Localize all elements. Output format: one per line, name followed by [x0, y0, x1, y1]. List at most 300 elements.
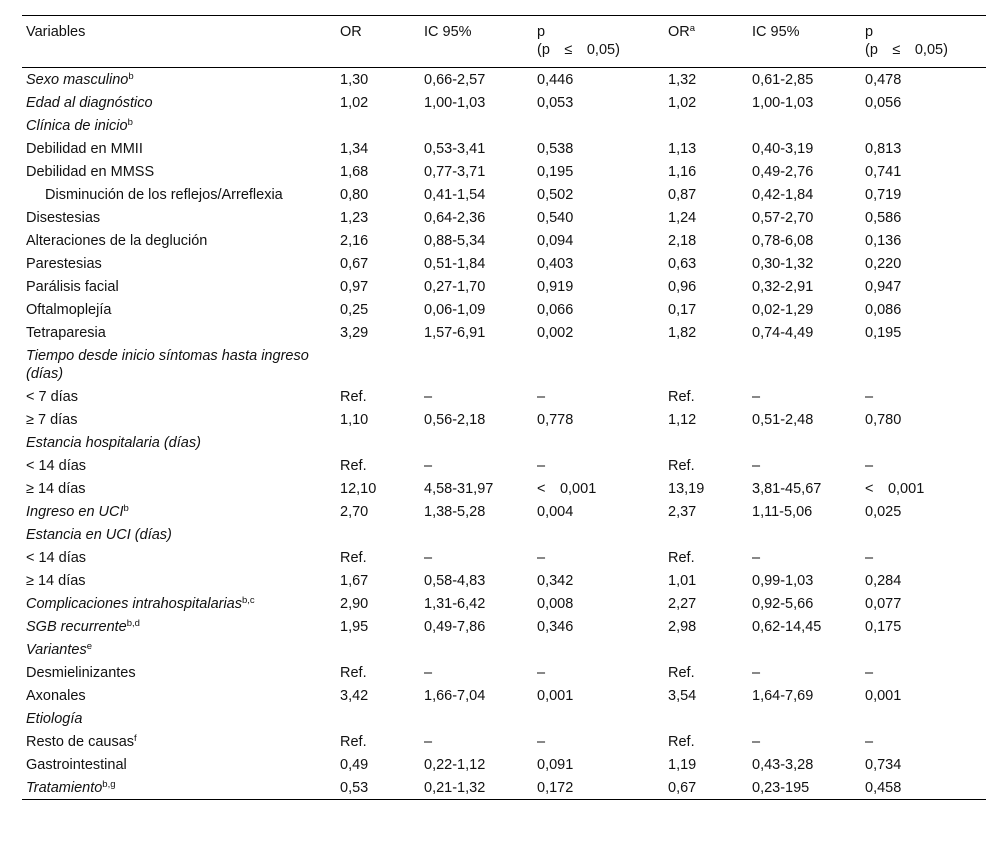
table-header-row	[22, 16, 986, 68]
table-row	[22, 707, 986, 730]
cell-p2: 0,734	[865, 756, 902, 773]
table-row	[22, 321, 986, 344]
cell-ora: 0,87	[668, 186, 697, 203]
footnote-marker: b	[127, 116, 133, 128]
cell-p: 0,778	[537, 411, 574, 428]
cell-ic: 0,66-2,57	[424, 71, 486, 88]
cell-ic	[420, 707, 533, 730]
variable-cell	[22, 385, 336, 408]
cell-ic: 0,41-1,54	[424, 186, 486, 203]
cell-p2: 0,813	[865, 140, 902, 157]
variable-cell	[22, 229, 336, 252]
variable-cell	[22, 500, 336, 523]
header-variables: Variables	[26, 24, 86, 40]
variable-cell	[22, 730, 336, 753]
cell-ora: Ref.	[668, 457, 695, 474]
cell-p: 0,001	[537, 687, 574, 704]
cell-ic2: 0,23-195	[752, 779, 810, 796]
footnote-marker: b	[123, 502, 129, 514]
cell-ic2: –	[752, 457, 761, 474]
variable-label: Debilidad en MMII	[26, 140, 143, 157]
cell-or: Ref.	[340, 457, 367, 474]
cell-ic: 0,77-3,71	[424, 163, 486, 180]
variable-cell	[22, 477, 336, 500]
table-row	[22, 229, 986, 252]
cell-ic2	[748, 523, 861, 546]
cell-or: 0,80	[340, 186, 369, 203]
header-p-adjusted-label: p	[865, 24, 874, 40]
cell-p: –	[537, 388, 546, 405]
header-or-adjusted-sup: a	[689, 23, 696, 34]
variable-label: ≥ 7 días	[26, 411, 78, 428]
header-p	[533, 16, 664, 68]
cell-ora	[664, 344, 748, 385]
cell-p	[533, 114, 664, 137]
cell-ic2: 1,00-1,03	[752, 94, 814, 111]
variable-label: Alteraciones de la deglución	[26, 232, 208, 249]
cell-or	[336, 523, 420, 546]
cell-p	[533, 523, 664, 546]
variable-cell	[22, 408, 336, 431]
cell-p: 0,172	[537, 779, 574, 796]
cell-p: –	[537, 664, 546, 681]
variable-label: ≥ 14 días	[26, 572, 86, 589]
cell-ic2	[748, 638, 861, 661]
variable-label: < 7 días	[26, 388, 78, 405]
variable-label: SGB recurrente	[26, 618, 127, 635]
variable-label: Parálisis facial	[26, 278, 119, 295]
variable-cell	[22, 454, 336, 477]
cell-p2: 0,586	[865, 209, 902, 226]
table-row	[22, 684, 986, 707]
table-row	[22, 638, 986, 661]
cell-p2: –	[865, 388, 874, 405]
cell-p: 0,066	[537, 301, 574, 318]
variable-label: Tratamiento	[26, 779, 103, 796]
cell-ic: –	[424, 733, 433, 750]
cell-or: Ref.	[340, 388, 367, 405]
variable-label: Clínica de inicio	[26, 117, 128, 134]
cell-p: 0,540	[537, 209, 574, 226]
cell-or: 3,42	[340, 687, 369, 704]
cell-ic: 1,57-6,91	[424, 324, 486, 341]
table-row	[22, 500, 986, 523]
variable-cell	[22, 344, 336, 385]
cell-ic: 0,64-2,36	[424, 209, 486, 226]
table-row	[22, 546, 986, 569]
cell-ic2: 0,57-2,70	[752, 209, 814, 226]
variable-cell	[22, 252, 336, 275]
cell-ic2: 0,49-2,76	[752, 163, 814, 180]
cell-ora: 1,12	[668, 411, 697, 428]
header-ic: IC 95%	[424, 24, 472, 40]
cell-ic: 0,21-1,32	[424, 779, 486, 796]
cell-or: 1,23	[340, 209, 369, 226]
cell-p2	[861, 114, 986, 137]
variable-cell	[22, 615, 336, 638]
cell-ic: 1,66-7,04	[424, 687, 486, 704]
cell-ora: 1,01	[668, 572, 697, 589]
cell-p2: 0,478	[865, 71, 902, 88]
cell-ic2: 1,64-7,69	[752, 687, 814, 704]
cell-ora: 1,02	[668, 94, 697, 111]
cell-ic: –	[424, 388, 433, 405]
cell-or	[336, 114, 420, 137]
cell-ic: 0,58-4,83	[424, 572, 486, 589]
variable-cell	[22, 321, 336, 344]
cell-ic2: 0,40-3,19	[752, 140, 814, 157]
cell-p: 0,403	[537, 255, 574, 272]
variable-cell	[22, 137, 336, 160]
table-row	[22, 206, 986, 229]
cell-ic2: 0,30-1,32	[752, 255, 814, 272]
cell-p: 0,446	[537, 71, 574, 88]
cell-p: 0,008	[537, 595, 574, 612]
cell-ora	[664, 523, 748, 546]
table-row	[22, 431, 986, 454]
cell-ora: Ref.	[668, 388, 695, 405]
cell-or: 0,67	[340, 255, 369, 272]
cell-ic2: –	[752, 664, 761, 681]
variable-label: ≥ 14 días	[26, 480, 86, 497]
variable-cell	[22, 183, 336, 206]
cell-or	[336, 431, 420, 454]
variable-cell	[22, 546, 336, 569]
table-row	[22, 344, 986, 385]
cell-ic2	[748, 114, 861, 137]
cell-p2: < 0,001	[865, 480, 925, 497]
cell-ic: 1,38-5,28	[424, 503, 486, 520]
cell-p	[533, 638, 664, 661]
cell-p2: 0,056	[865, 94, 902, 111]
cell-ic	[420, 431, 533, 454]
cell-ora	[664, 114, 748, 137]
table-row	[22, 252, 986, 275]
variable-label: Estancia en UCI (días)	[26, 526, 172, 543]
cell-or: 2,70	[340, 503, 369, 520]
cell-p2: 0,780	[865, 411, 902, 428]
variable-label: Disestesias	[26, 209, 101, 226]
table-row	[22, 661, 986, 684]
cell-or: 1,67	[340, 572, 369, 589]
variable-cell	[22, 661, 336, 684]
cell-p: –	[537, 457, 546, 474]
cell-p2: –	[865, 457, 874, 474]
cell-ora: 3,54	[668, 687, 697, 704]
cell-ic: 0,88-5,34	[424, 232, 486, 249]
cell-or: 1,34	[340, 140, 369, 157]
variable-cell	[22, 776, 336, 800]
cell-ora: Ref.	[668, 733, 695, 750]
cell-p2	[861, 523, 986, 546]
cell-p2: 0,195	[865, 324, 902, 341]
cell-ic2: 1,11-5,06	[752, 503, 813, 520]
table-row	[22, 753, 986, 776]
table-row	[22, 298, 986, 321]
header-p-adjusted	[861, 16, 986, 68]
cell-ic2: –	[752, 733, 761, 750]
cell-p: < 0,001	[537, 480, 597, 497]
cell-p2: 0,284	[865, 572, 902, 589]
cell-ora: 0,96	[668, 278, 697, 295]
cell-ic2: 0,78-6,08	[752, 232, 814, 249]
cell-p	[533, 344, 664, 385]
variable-cell	[22, 206, 336, 229]
cell-ora: 1,16	[668, 163, 697, 180]
cell-ic: –	[424, 549, 433, 566]
cell-or	[336, 344, 420, 385]
cell-p: 0,502	[537, 186, 574, 203]
table-row	[22, 477, 986, 500]
cell-ora: 2,98	[668, 618, 697, 635]
table-row	[22, 592, 986, 615]
variable-label: Tiempo desde inicio síntomas hasta ingreso (días)	[26, 347, 309, 382]
cell-ic2	[748, 344, 861, 385]
cell-p2: 0,220	[865, 255, 902, 272]
cell-ic2: –	[752, 388, 761, 405]
variable-cell	[22, 569, 336, 592]
cell-or: 1,02	[340, 94, 369, 111]
cell-ic	[420, 344, 533, 385]
cell-ora	[664, 707, 748, 730]
table-row	[22, 385, 986, 408]
cell-p2: 0,001	[865, 687, 902, 704]
cell-ic2: 0,02-1,29	[752, 301, 814, 318]
cell-or: Ref.	[340, 664, 367, 681]
variable-label: Axonales	[26, 687, 86, 704]
cell-ora	[664, 431, 748, 454]
cell-ic2: –	[752, 549, 761, 566]
cell-p2: 0,741	[865, 163, 902, 180]
table-row	[22, 160, 986, 183]
cell-or: 2,90	[340, 595, 369, 612]
cell-p2: 0,086	[865, 301, 902, 318]
footnote-marker: b,d	[126, 617, 140, 629]
cell-p2	[861, 344, 986, 385]
table-row	[22, 91, 986, 114]
header-or-adjusted	[664, 16, 748, 68]
table-row	[22, 114, 986, 137]
cell-ic: 1,31-6,42	[424, 595, 486, 612]
table-row	[22, 275, 986, 298]
table-row	[22, 776, 986, 800]
table-row	[22, 68, 986, 92]
header-p-label: p	[537, 24, 546, 40]
cell-ic2: 0,61-2,85	[752, 71, 814, 88]
cell-or: 2,16	[340, 232, 369, 249]
variable-label: Estancia hospitalaria (días)	[26, 434, 201, 451]
cell-or: Ref.	[340, 549, 367, 566]
variable-label: Resto de causas	[26, 733, 135, 750]
cell-ic	[420, 638, 533, 661]
cell-p: 0,004	[537, 503, 574, 520]
cell-ic	[420, 523, 533, 546]
cell-ora: 2,27	[668, 595, 697, 612]
cell-ora: 1,19	[668, 756, 697, 773]
cell-ic2	[748, 431, 861, 454]
cell-or: 1,30	[340, 71, 369, 88]
variable-label: Parestesias	[26, 255, 102, 272]
cell-or	[336, 707, 420, 730]
cell-ic: 0,22-1,12	[424, 756, 486, 773]
cell-or	[336, 638, 420, 661]
table-row	[22, 569, 986, 592]
cell-ic2: 0,92-5,66	[752, 595, 814, 612]
variable-label: < 14 días	[26, 457, 87, 474]
variable-label: Oftalmoplejía	[26, 301, 112, 318]
cell-ic: 0,56-2,18	[424, 411, 486, 428]
cell-ic2: 3,81-45,67	[752, 480, 822, 497]
variable-label: Ingreso en UCI	[26, 503, 124, 520]
table-body	[22, 68, 986, 800]
cell-p2: 0,175	[865, 618, 902, 635]
table-row	[22, 730, 986, 753]
cell-p2: 0,025	[865, 503, 902, 520]
table-row	[22, 183, 986, 206]
cell-or: 1,68	[340, 163, 369, 180]
cell-or: 0,25	[340, 301, 369, 318]
footnote-marker: b	[128, 70, 134, 82]
cell-ora: 2,18	[668, 232, 697, 249]
table-row	[22, 137, 986, 160]
variable-cell	[22, 275, 336, 298]
variable-label: Edad al diagnóstico	[26, 94, 153, 111]
cell-p: –	[537, 549, 546, 566]
cell-p2: 0,077	[865, 595, 902, 612]
cell-p2: 0,947	[865, 278, 902, 295]
cell-ora: 13,19	[668, 480, 705, 497]
cell-ic: 0,49-7,86	[424, 618, 486, 635]
cell-ic: 1,00-1,03	[424, 94, 486, 111]
variable-label: Tetraparesia	[26, 324, 106, 341]
cell-ic2: 0,51-2,48	[752, 411, 814, 428]
cell-ic: 0,27-1,70	[424, 278, 486, 295]
footnote-marker: f	[134, 732, 137, 744]
cell-ic: –	[424, 664, 433, 681]
footnote-marker: b,g	[102, 778, 116, 790]
cell-ic2: 0,74-4,49	[752, 324, 814, 341]
cell-p: 0,342	[537, 572, 574, 589]
cell-p: 0,538	[537, 140, 574, 157]
cell-or: 1,95	[340, 618, 369, 635]
variable-cell	[22, 638, 336, 661]
cell-p2	[861, 431, 986, 454]
cell-ora: 0,63	[668, 255, 697, 272]
variable-label: Debilidad en MMSS	[26, 163, 155, 180]
cell-p	[533, 431, 664, 454]
cell-p2: 0,136	[865, 232, 902, 249]
cell-ic2: 0,99-1,03	[752, 572, 814, 589]
cell-ic: 0,51-1,84	[424, 255, 486, 272]
cell-p: 0,919	[537, 278, 574, 295]
cell-ic: –	[424, 457, 433, 474]
cell-ic2: 0,43-3,28	[752, 756, 814, 773]
variable-label: Desmielinizantes	[26, 664, 136, 681]
cell-ic2: 0,62-14,45	[752, 618, 822, 635]
variable-cell	[22, 707, 336, 730]
variable-label: Variantes	[26, 641, 87, 658]
cell-ic: 0,06-1,09	[424, 301, 486, 318]
cell-ic2: 0,42-1,84	[752, 186, 814, 203]
cell-p: –	[537, 733, 546, 750]
cell-p2: 0,458	[865, 779, 902, 796]
cell-ora: 2,37	[668, 503, 697, 520]
header-or-adjusted-label: OR	[668, 24, 690, 40]
variable-label: < 14 días	[26, 549, 87, 566]
variable-cell	[22, 298, 336, 321]
cell-ora: 1,24	[668, 209, 697, 226]
cell-ora: 1,32	[668, 71, 697, 88]
cell-p2: –	[865, 549, 874, 566]
variable-cell	[22, 68, 336, 92]
variable-cell	[22, 753, 336, 776]
cell-ic	[420, 114, 533, 137]
cell-or: 0,97	[340, 278, 369, 295]
variable-cell	[22, 523, 336, 546]
variable-label: Gastrointestinal	[26, 756, 127, 773]
cell-ic2: 0,32-2,91	[752, 278, 814, 295]
cell-or: 12,10	[340, 480, 377, 497]
cell-ic2	[748, 707, 861, 730]
variable-cell	[22, 684, 336, 707]
cell-p	[533, 707, 664, 730]
variable-cell	[22, 114, 336, 137]
variable-cell	[22, 91, 336, 114]
cell-ora: Ref.	[668, 664, 695, 681]
cell-ora: 0,17	[668, 301, 697, 318]
cell-p: 0,091	[537, 756, 574, 773]
cell-p2: –	[865, 733, 874, 750]
table-row	[22, 615, 986, 638]
cell-p: 0,053	[537, 94, 574, 111]
cell-ora: 0,67	[668, 779, 697, 796]
cell-or: 1,10	[340, 411, 369, 428]
cell-p2	[861, 707, 986, 730]
cell-p: 0,002	[537, 324, 574, 341]
cell-ora: 1,13	[668, 140, 697, 157]
cell-p2: –	[865, 664, 874, 681]
variable-label: Complicaciones intrahospitalarias	[26, 595, 242, 612]
cell-ora	[664, 638, 748, 661]
cell-or: 0,53	[340, 779, 369, 796]
odds-ratio-table	[22, 15, 986, 800]
cell-p: 0,346	[537, 618, 574, 635]
variable-label: Sexo masculino	[26, 71, 129, 88]
variable-label: Disminución de los reflejos/Arreflexia	[45, 186, 283, 203]
header-p-condition: (p ≤ 0,05)	[537, 42, 620, 58]
cell-or: Ref.	[340, 733, 367, 750]
variable-cell	[22, 431, 336, 454]
cell-ic: 4,58-31,97	[424, 480, 494, 497]
variable-label: Etiología	[26, 710, 83, 727]
cell-p2: 0,719	[865, 186, 902, 203]
footnote-marker: e	[86, 640, 93, 652]
cell-p: 0,094	[537, 232, 574, 249]
header-p-adjusted-condition: (p ≤ 0,05)	[865, 42, 948, 58]
cell-p2	[861, 638, 986, 661]
cell-or: 3,29	[340, 324, 369, 341]
table-row	[22, 523, 986, 546]
table-row	[22, 454, 986, 477]
header-or: OR	[340, 24, 362, 40]
cell-p: 0,195	[537, 163, 574, 180]
cell-ora: Ref.	[668, 549, 695, 566]
variable-cell	[22, 592, 336, 615]
header-ic-adjusted: IC 95%	[752, 24, 800, 40]
table-row	[22, 408, 986, 431]
footnote-marker: b,c	[242, 594, 255, 606]
cell-or: 0,49	[340, 756, 369, 773]
